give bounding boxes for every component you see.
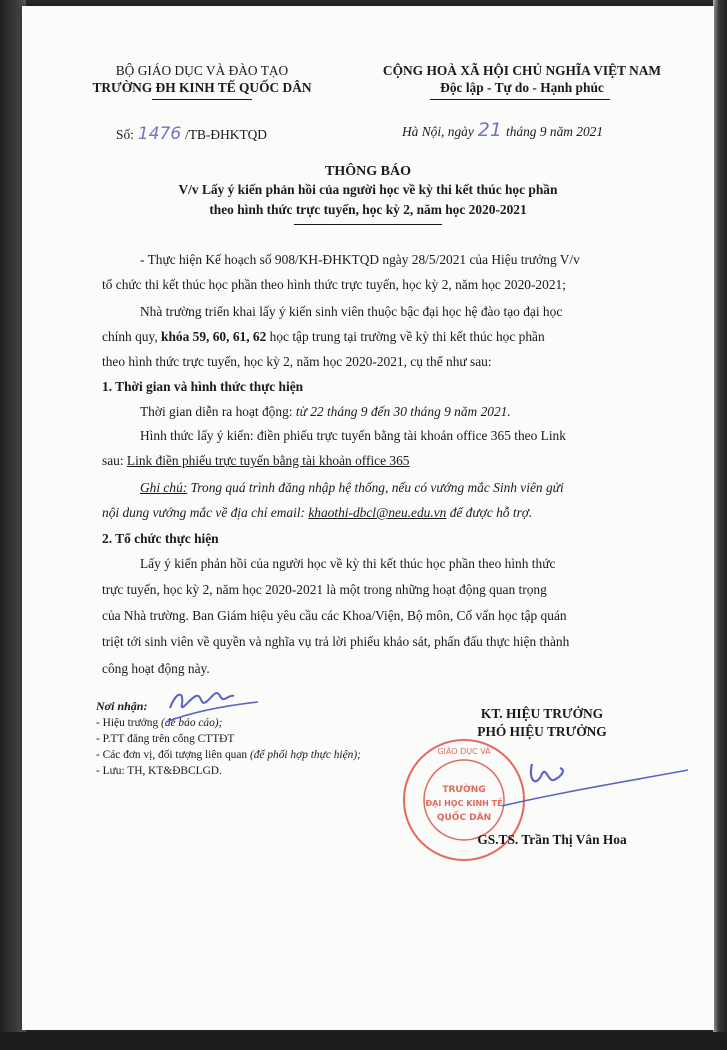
so-suffix: /TB-ĐHKTQD (185, 127, 267, 142)
paragraph1-line1: - Thực hiện Kế hoạch số 908/KH-ĐHKTQD ngày 28/5/2021 của Hiệu trưởng V/v (140, 252, 580, 267)
note-label: Ghi chú: (140, 480, 188, 495)
section1-form-line1: Hình thức lấy ý kiến: điền phiếu trực tuyến bằng tài khoản office 365 theo Link (140, 428, 566, 443)
notice-subject-line1: V/v Lấy ý kiến phản hồi của người học về kỳ thi kết thúc học phần (178, 182, 558, 197)
signer-name: GS.TS. Trần Thị Vân Hoa (477, 832, 627, 847)
recipient-3-text: - Các đơn vị, đối tượng liên quan (96, 749, 250, 761)
signature-role: PHÓ HIỆU TRƯỞNG (477, 724, 607, 739)
recipient-3 (96, 748, 361, 762)
signature-kt: KT. HIỆU TRƯỞNG (480, 706, 604, 721)
section2-line2: trực tuyến, học kỳ 2, năm học 2020-2021 là một trong những hoạt động quan trọng (102, 582, 547, 597)
document-page (22, 6, 714, 1030)
note-text-3: để được hỗ trợ. (446, 505, 533, 520)
date-prefix: Hà Nội, ngày (402, 124, 474, 139)
recipient-1-note: (để báo cáo); (161, 717, 223, 729)
national-motto: Độc lập - Tự do - Hạnh phúc (440, 80, 604, 95)
document-date (402, 119, 604, 141)
notice-subject-line2: theo hình thức trực tuyến, học kỳ 2, năm học 2020-2021 (209, 202, 527, 217)
section1-heading: 1. Thời gian và hình thức thực hiện (102, 379, 304, 394)
note-line1 (140, 480, 564, 496)
note-line2 (102, 505, 532, 521)
so-label: Số: (116, 127, 134, 142)
seal-line1: TRƯỜNG (442, 785, 486, 795)
title-underline (294, 224, 442, 225)
university-name: TRƯỜNG ĐH KINH TẾ QUỐC DÂN (92, 80, 312, 95)
paragraph2-line2 (102, 329, 545, 345)
date-day-handwritten: 21 (477, 119, 502, 141)
time-label: Thời gian diễn ra hoạt động: (140, 404, 296, 419)
section2-line4: triệt tới sinh viên về quyền và nghĩa vụ trả lời phiếu khảo sát, phấn đấu thực hiện thành (102, 634, 570, 649)
survey-link[interactable]: Link điền phiếu trực tuyến bằng tài khoản office 365 (126, 453, 410, 468)
section2-heading: 2. Tổ chức thực hiện (102, 531, 219, 546)
seal-line2: ĐẠI HỌC KINH TẾ (425, 799, 503, 808)
section1-time (140, 404, 511, 420)
seal-line3: QUỐC DÂN (436, 813, 492, 823)
republic-name: CỘNG HOÀ XÃ HỘI CHỦ NGHĨA VIỆT NAM (382, 63, 662, 78)
note-text-2: nội dung vướng mắc về địa chỉ email: (102, 505, 309, 520)
header-right-underline (430, 99, 610, 100)
section2-line1: Lấy ý kiến phản hồi của người học về kỳ thi kết thúc học phần theo hình thức (140, 556, 556, 571)
viewer-right-edge (713, 0, 727, 1050)
initials-scribble (162, 682, 262, 732)
note-text: Trong quá trình đăng nhập hệ thống, nếu có vướng mắc Sinh viên gửi (187, 480, 564, 495)
recipient-1-text: - Hiệu trưởng (96, 717, 162, 729)
section2-line3: của Nhà trường. Ban Giám hiệu yêu cầu các Khoa/Viện, Bộ môn, Cố vấn học tập quán (102, 608, 567, 623)
p2-text: chính quy, (102, 329, 162, 344)
handwritten-signature (492, 744, 692, 824)
header-left-underline (152, 99, 252, 100)
recipient-4: - Lưu: TH, KT&ĐBCLGD. (96, 765, 222, 777)
document-number (116, 126, 267, 143)
recipient-2: - P.TT đăng trên cổng CTTĐT (96, 733, 235, 745)
section2-line5: công hoạt động này. (102, 661, 210, 676)
viewer-bottom-bar (0, 1032, 727, 1050)
recipients-label: Nơi nhận: (96, 699, 148, 713)
paragraph2-line1: Nhà trường triển khai lấy ý kiến sinh viên thuộc bậc đại học hệ đào tạo đại học (140, 304, 563, 319)
p2-text-end: học tập trung tại trường về kỳ thi kết thúc học phần (266, 329, 545, 344)
p2-cohorts: khóa 59, 60, 61, 62 (161, 329, 267, 344)
paragraph2-line3: theo hình thức trực tuyến, học kỳ 2, năm học 2020-2021, cụ thể như sau: (102, 354, 492, 369)
date-month-year: tháng 9 năm 2021 (505, 124, 604, 139)
form-prefix: sau: (102, 453, 127, 468)
support-email-link[interactable]: khaothi-dbcl@neu.edu.vn (308, 505, 447, 520)
section1-form-line2 (102, 453, 409, 469)
notice-title: THÔNG BÁO (325, 164, 411, 179)
seal-ring-text: GIÁO DỤC VÀ (437, 747, 491, 756)
time-value: từ 22 tháng 9 đến 30 tháng 9 năm 2021. (295, 404, 511, 419)
paragraph1-line2: tổ chức thi kết thúc học phần theo hình thức trực tuyến, học kỳ 2, năm học 2020-2021; (102, 277, 566, 292)
so-number-handwritten: 1476 (137, 124, 182, 144)
recipient-3-note: (để phối hợp thực hiện); (249, 749, 361, 761)
ministry-name: BỘ GIÁO DỤC VÀ ĐÀO TẠO (115, 63, 289, 78)
